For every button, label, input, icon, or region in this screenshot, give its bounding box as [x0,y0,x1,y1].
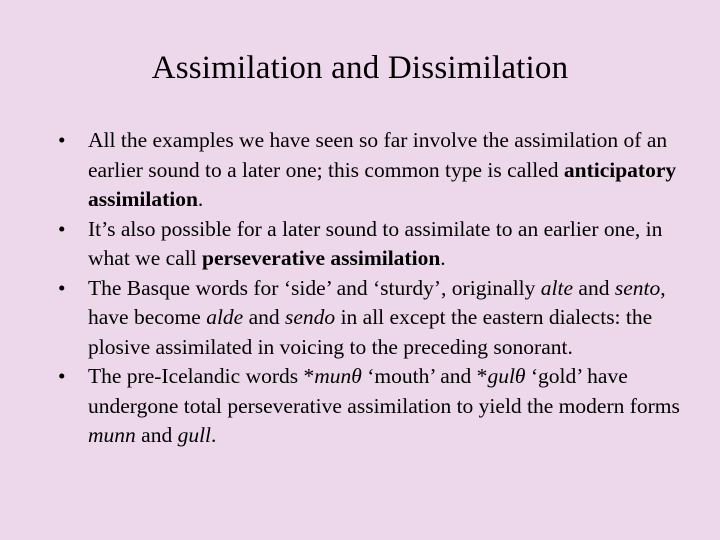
text-run: ‘gold’ have undergone total perseverative assimilation to yield the modern forms [88,364,680,418]
bullet-dot: • [58,364,66,388]
text-run: All the examples we have seen so far involve the assimilation of an earlier sound to a later one; this common type is called [88,128,668,182]
text-run: and [243,305,286,329]
italic-word: gull [177,423,212,447]
text-run: It’s also possible for a later sound to assimilate to an earlier one, in what we call [88,216,663,270]
bold-term: anticipatory assimilation [88,157,677,211]
bullet-text [88,276,666,359]
bullet-dot: • [58,216,66,241]
italic-word: alde [206,305,244,329]
bullet-item-4 [54,362,694,451]
text-run: in all except the eastern dialects: the plosive assimilated in voicing to the preceding sonorant. [88,305,653,359]
bullet-item-3 [54,274,694,363]
text-run: and [135,423,178,447]
bullet-item-2 [54,215,694,274]
text-run: . [197,187,204,211]
bullet-dot: • [58,275,66,300]
italic-word: munn [88,423,136,447]
text-run: The pre-Icelandic words * [88,364,315,388]
bullet-text [88,217,662,271]
italic-word: sendo [285,305,336,329]
italic-word: munθ [314,364,362,388]
italic-word: sento [614,275,661,300]
bullet-dot: • [58,128,66,152]
italic-word: alte [540,275,574,300]
bullet-text [88,364,680,447]
bullet-list [54,126,694,451]
text-run: ‘mouth’ and * [361,364,488,388]
bold-term: perseverative assimilation [202,246,441,270]
text-run: . [440,246,446,270]
italic-word: gulθ [487,364,526,388]
text-run: The Basque words for ‘side’ and ‘sturdy’, originally [88,275,541,300]
slide-title: Assimilation and Dissimilation [151,50,569,86]
text-run: , have become [88,275,666,329]
text-run: . [211,423,217,447]
bullet-item-1 [54,126,694,215]
text-run: and [573,275,615,300]
bullet-text [88,128,676,211]
